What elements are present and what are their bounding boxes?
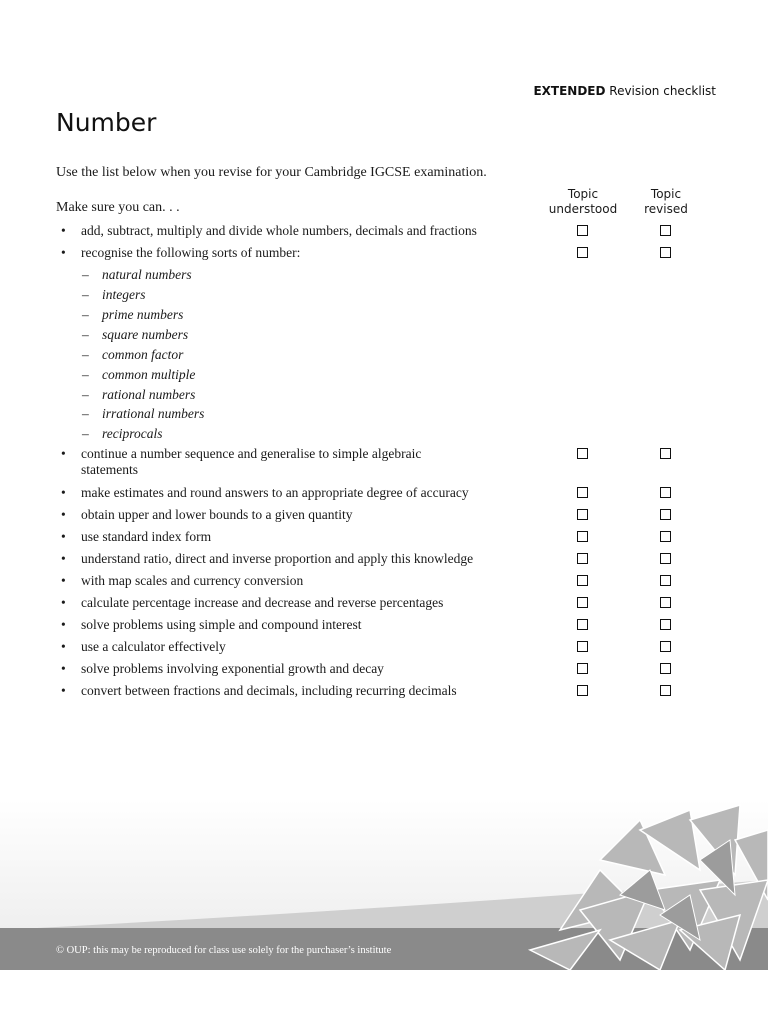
copyright-text: © OUP: this may be reproduced for class use solely for the purchaser’s institute (56, 945, 392, 956)
topic-understood-checkbox[interactable] (577, 487, 588, 498)
column-header-line: understood (548, 202, 618, 216)
bullet-icon: • (61, 573, 66, 588)
lead-text: Make sure you can. . . (56, 200, 180, 215)
topic-revised-checkbox[interactable] (660, 641, 671, 652)
dash-icon: – (82, 367, 89, 382)
column-header-understood (543, 187, 623, 217)
topic-understood-checkbox[interactable] (577, 531, 588, 542)
bullet-icon: • (61, 551, 66, 566)
checklist-item-text: convert between fractions and decimals, including recurring decimals (81, 683, 457, 698)
extended-tag: EXTENDED (533, 84, 606, 98)
checklist-item-text: continue a number sequence and generalise to simple algebraic statements (81, 446, 422, 477)
sub-list-item-text: rational numbers (102, 387, 196, 402)
bullet-icon: • (61, 223, 66, 238)
column-header-revised (626, 187, 706, 217)
sub-list-item-text: common multiple (102, 367, 196, 382)
bullet-icon: • (61, 529, 66, 544)
topic-revised-checkbox[interactable] (660, 487, 671, 498)
checklist-item-text: calculate percentage increase and decrease and reverse percentages (81, 595, 444, 610)
dash-icon: – (82, 327, 89, 342)
dash-icon: – (82, 287, 89, 302)
topic-revised-checkbox[interactable] (660, 553, 671, 564)
bullet-icon: • (61, 507, 66, 522)
revision-checklist-label: Revision checklist (609, 84, 716, 98)
bullet-icon: • (61, 683, 66, 698)
topic-revised-checkbox[interactable] (660, 509, 671, 520)
revision-checklist-header (533, 84, 716, 98)
bullet-icon: • (61, 661, 66, 676)
checklist-item-text: recognise the following sorts of number: (81, 245, 301, 260)
dash-icon: – (82, 387, 89, 402)
topic-understood-checkbox[interactable] (577, 247, 588, 258)
column-header-line: Topic (567, 187, 599, 201)
sub-list-item-text: common factor (102, 347, 184, 362)
topic-revised-checkbox[interactable] (660, 663, 671, 674)
bullet-icon: • (61, 485, 66, 500)
sub-list-item-text: prime numbers (102, 307, 184, 322)
topic-understood-checkbox[interactable] (577, 553, 588, 564)
page-title: Number (56, 108, 157, 137)
topic-revised-checkbox[interactable] (660, 247, 671, 258)
topic-revised-checkbox[interactable] (660, 448, 671, 459)
sub-list-item-text: natural numbers (102, 267, 192, 282)
bullet-icon: • (61, 595, 66, 610)
checklist-item-text: use standard index form (81, 529, 212, 544)
checklist-item-text: understand ratio, direct and inverse proportion and apply this knowledge (81, 551, 474, 566)
checklist-item-text: with map scales and currency conversion (81, 573, 304, 588)
dash-icon: – (82, 426, 89, 441)
checklist-item-text: add, subtract, multiply and divide whole numbers, decimals and fractions (81, 223, 477, 238)
topic-understood-checkbox[interactable] (577, 685, 588, 696)
footer-decoration (0, 800, 768, 1024)
topic-understood-checkbox[interactable] (577, 225, 588, 236)
bullet-icon: • (61, 245, 66, 260)
topic-revised-checkbox[interactable] (660, 597, 671, 608)
intro-text: Use the list below when you revise for your Cambridge IGCSE examination. (56, 165, 487, 180)
topic-revised-checkbox[interactable] (660, 685, 671, 696)
sub-list-item-text: reciprocals (102, 426, 163, 441)
topic-understood-checkbox[interactable] (577, 619, 588, 630)
checklist-item-text: solve problems involving exponential growth and decay (81, 661, 384, 676)
topic-understood-checkbox[interactable] (577, 575, 588, 586)
topic-understood-checkbox[interactable] (577, 597, 588, 608)
topic-understood-checkbox[interactable] (577, 448, 588, 459)
topic-revised-checkbox[interactable] (660, 619, 671, 630)
checklist-item-text: obtain upper and lower bounds to a given quantity (81, 507, 353, 522)
sub-list-item-text: integers (102, 287, 146, 302)
bullet-icon: • (61, 617, 66, 632)
bullet-icon: • (61, 639, 66, 654)
checklist-item-text: make estimates and round answers to an appropriate degree of accuracy (81, 485, 469, 500)
topic-understood-checkbox[interactable] (577, 663, 588, 674)
topic-understood-checkbox[interactable] (577, 641, 588, 652)
checklist-item-text: solve problems using simple and compound interest (81, 617, 362, 632)
dash-icon: – (82, 406, 89, 421)
column-header-line: Topic (650, 187, 682, 201)
dash-icon: – (82, 347, 89, 362)
topic-revised-checkbox[interactable] (660, 575, 671, 586)
checklist-item-text: use a calculator effectively (81, 639, 226, 654)
bullet-icon: • (61, 446, 66, 461)
topic-revised-checkbox[interactable] (660, 531, 671, 542)
sub-list-item-text: irrational numbers (102, 406, 205, 421)
dash-icon: – (82, 267, 89, 282)
topic-revised-checkbox[interactable] (660, 225, 671, 236)
column-header-line: revised (644, 202, 688, 216)
topic-understood-checkbox[interactable] (577, 509, 588, 520)
sub-list-item-text: square numbers (102, 327, 189, 342)
dash-icon: – (82, 307, 89, 322)
